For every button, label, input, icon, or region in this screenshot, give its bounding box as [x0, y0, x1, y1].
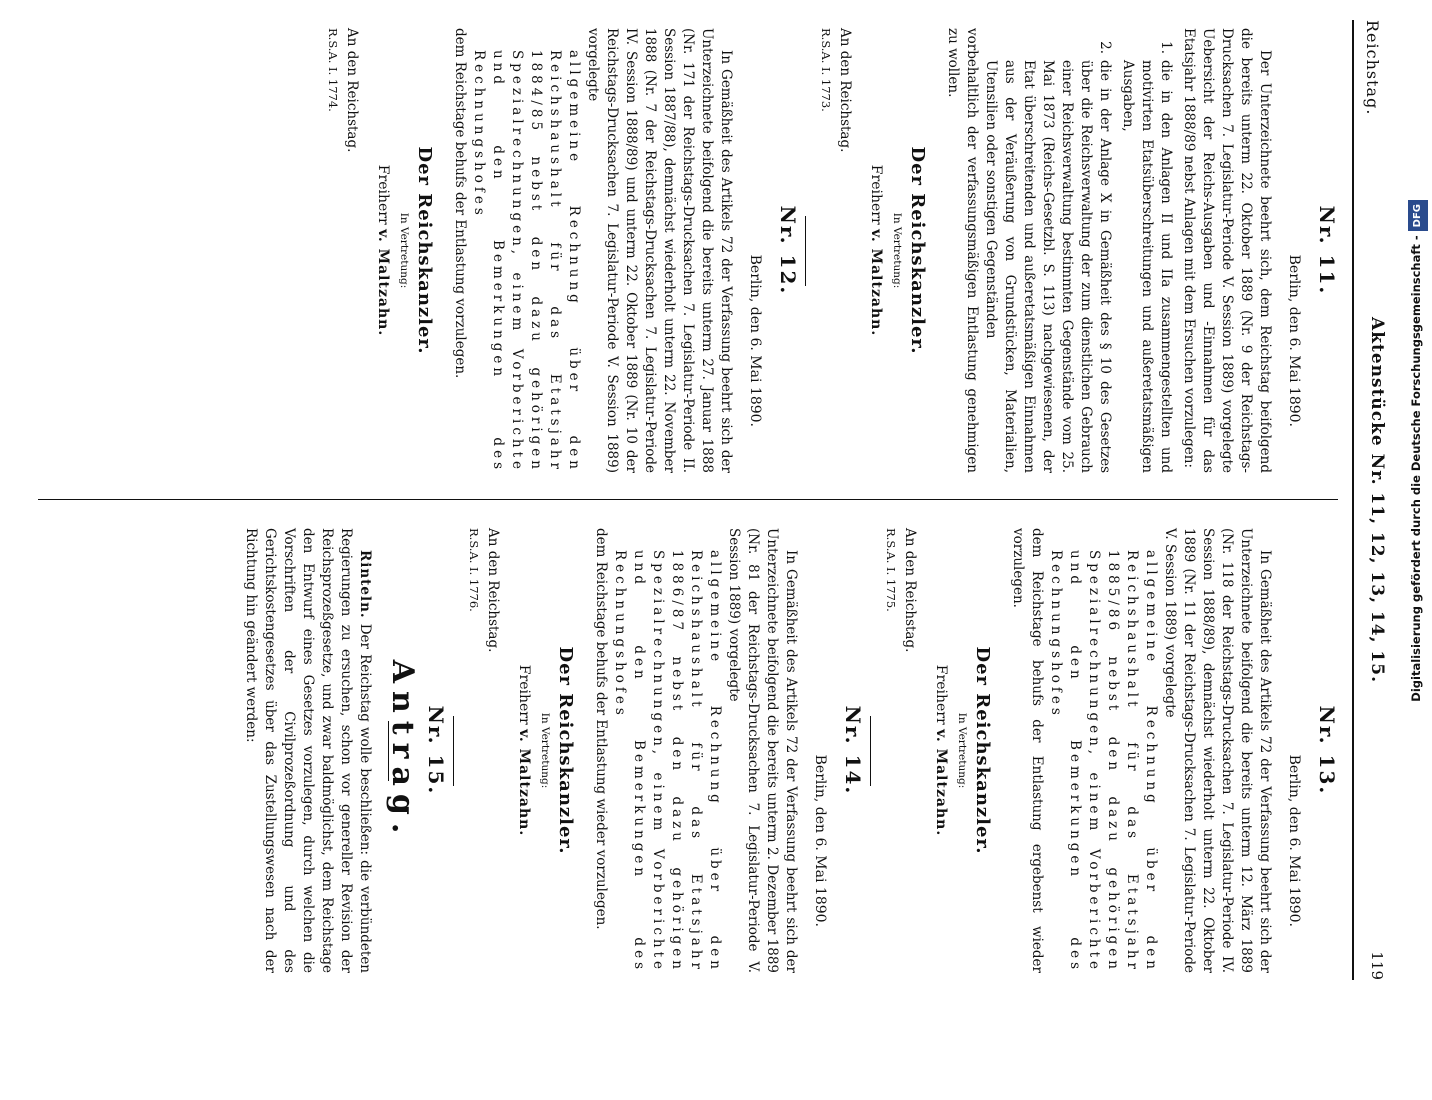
list-item	[1118, 28, 1175, 473]
reference-number: R.S.A. I. 1773.	[819, 28, 833, 112]
addressee: An den Reichstag.	[837, 28, 853, 153]
section-outro: vorbehaltlich der verfassungsmäßigen Entlastung genehmigen zu wollen.	[945, 28, 980, 473]
section-divider	[453, 716, 454, 786]
right-column	[241, 528, 1344, 973]
signature-prefix: Freiherr	[933, 664, 949, 725]
motion-mover: Rinteln.	[357, 550, 373, 619]
motion-heading: Antrag.	[385, 659, 420, 842]
signature-name: v. Maltzahn.	[933, 729, 949, 837]
document-page	[40, 20, 1400, 980]
list-text: die in der Anlage X in Gemäßheit des § 10 des Gesetzes über die Reichsverwaltung der zum dienstlichen Gebrauch einer Reichsverwaltung bestimmten Gegenstände vom 25. Mai 1873 (Reichs-Gesetzbl. S. 113) nachgewiesenen, der Etat überschreitenden und außeretatsmäßigen Einnahmen aus der Veräußerung von Grundstücken, Materialien, Utensilien oder sonstigen Gegenständen	[983, 60, 1113, 473]
section-divider	[870, 716, 871, 786]
deputy-label: In Vertretung:	[398, 212, 410, 289]
section-date: Berlin, den 6. Mai 1890.	[1286, 254, 1302, 427]
reference-number: R.S.A. I. 1774.	[326, 28, 340, 112]
signature	[514, 528, 533, 973]
section-title: Nr. 13.	[1315, 705, 1339, 796]
motion-body	[241, 528, 374, 973]
section-intro: In Gemäßheit des Artikels 72 der Verfassung beehrt sich der Unterzeichnete beifolgend die bereits unterm 27. Januar 1888 (Nr. 171 der Reichstags-Drucksachen 7. Legislatur-Periode II. Session 1887/88), demnächst wiederholt unterm 22. November 1888 (Nr. 7 der Reichstags-Drucksachen 7. Legislatur-Periode IV. Session 1888/89) und unterm 22. Oktober 1889 (Nr. 10 der Reichstags-Drucksachen 7. Legislatur-Periode V. Session 1889) vorgelegte	[585, 28, 734, 473]
dfg-logo: DFG	[1408, 200, 1428, 231]
credit-text: Digitalisierung gefördert durch die Deutsche Forschungsgemeinschaft -	[1409, 235, 1423, 702]
section-title: Nr. 11.	[1315, 205, 1339, 296]
document-nr14	[464, 528, 865, 973]
section-spaced-text: allgemeine Rechnung über den Reichshaushalt für das Etatsjahr 1886/87 nebst den dazu gehörigen Spezialrechnungen, einem Vorberichte und den Bemerkungen des Rechnungshofes	[612, 550, 723, 973]
section-outro: dem Reichstage behufs der Entlastung vorzulegen.	[452, 28, 468, 379]
document-nr13	[881, 528, 1339, 973]
section-date: Berlin, den 6. Mai 1890.	[812, 754, 828, 927]
page-number: 119	[1368, 951, 1386, 980]
section-spaced-text: allgemeine Rechnung über den Reichshaushalt für das Etatsjahr 1885/86 nebst den dazu gehörigen Spezialrechnungen, einem Vorberichte und den Bemerkungen des Rechnungshofes	[1048, 550, 1159, 973]
signature	[931, 528, 950, 973]
section-date: Berlin, den 6. Mai 1890.	[1286, 754, 1302, 927]
reference-number: R.S.A. I. 1776.	[467, 528, 481, 612]
section-title: Nr. 14.	[841, 705, 865, 796]
digitization-credit	[1406, 200, 1426, 1100]
header-rule	[1352, 20, 1354, 980]
section-intro: Der Unterzeichnete beehrt sich, dem Reichstag beifolgend die bereits unterm 22. Oktober 1889 (Nr. 9 der Reichstags-Drucksachen 7. Legislatur-Periode V. Session 1889) vorgelegte Uebersicht der Reichs-Ausgaben und -Einnahmen für das Etatsjahr 1888/89 nebst Anlagen mit dem Ersuchen vorzulegen:	[1181, 28, 1273, 473]
section-title: Nr. 15.	[424, 705, 448, 796]
list-item	[981, 28, 1114, 473]
section-divider	[805, 216, 806, 286]
reference-number: R.S.A. I. 1775.	[884, 528, 898, 612]
section-intro: In Gemäßheit des Artikels 72 der Verfassung beehrt sich der Unterzeichnete beifolgend die bereits unterm 2. Dezember 1889 (Nr. 81 der Reichstags-Drucksachen 7. Legislatur-Periode V. Session 1889) vorgelegte	[726, 528, 799, 973]
addressee: An den Reichstag.	[485, 528, 501, 653]
signature	[373, 28, 392, 473]
column-divider	[38, 499, 1338, 500]
document-nr12	[323, 28, 800, 473]
section-outro: dem Reichstage behufs der Entlastung wieder vorzulegen.	[593, 528, 609, 930]
signature-name: v. Maltzahn.	[375, 229, 391, 337]
signature-name: v. Maltzahn.	[516, 729, 532, 837]
section-outro: dem Reichstage behufs der Entlastung ergebenst wieder vorzulegen.	[1010, 528, 1045, 973]
addressee: An den Reichstag.	[902, 528, 918, 653]
deputy-label: In Vertretung:	[539, 712, 551, 789]
signature-prefix: Freiherr	[868, 164, 884, 225]
document-nr11	[816, 28, 1339, 473]
section-title: Nr. 12.	[776, 205, 800, 296]
header-center: Aktenstücke Nr. 11, 12, 13, 14, 15.	[1367, 317, 1387, 683]
section-spaced-text: allgemeine Rechnung über den Reichshaushalt für das Etatsjahr 1884/85 nebst den dazu gehörigen Spezialrechnungen, einem Vorberichte und den Bemerkungen des Rechnungshofes	[471, 50, 582, 473]
running-header	[1360, 20, 1400, 980]
document-nr15	[241, 528, 448, 973]
deputy-label: In Vertretung:	[891, 212, 903, 289]
list-number: 1.	[1158, 41, 1174, 54]
chancellor-title: Der Reichskanzler.	[907, 146, 928, 355]
signature-prefix: Freiherr	[516, 664, 532, 725]
addressee: An den Reichstag.	[344, 28, 360, 153]
deputy-label: In Vertretung:	[956, 712, 968, 789]
chancellor-title: Der Reichskanzler.	[972, 646, 993, 855]
chancellor-title: Der Reichskanzler.	[414, 146, 435, 355]
header-left: Reichstag.	[1363, 20, 1382, 116]
list-text: die in den Anlagen II und IIa zusammengestellten und motivirten Etatsüberschreitungen und außeretatsmäßigen Ausgaben,	[1120, 60, 1174, 473]
chancellor-title: Der Reichskanzler.	[555, 646, 576, 855]
section-intro: In Gemäßheit des Artikels 72 der Verfassung beehrt sich der Unterzeichnete beifolgend die bereits unterm 12. März 1889 (Nr. 118 der Reichstags-Drucksachen 7. Legislatur-Periode IV. Session 1888/89), demnächst wiederholt unterm 22. Oktober 1889 (Nr. 11 der Reichstags-Drucksachen 7. Legislatur-Periode V. Session 1889) vorgelegte	[1162, 528, 1273, 973]
left-column	[323, 28, 1344, 473]
section-date: Berlin, den 6. Mai 1890.	[747, 254, 763, 427]
motion-text: Der Reichstag wolle beschließen: die verbündeten Regierungen zu ersuchen, schon vor genereller Revision der Reichsprozeßgesetze, und zwar baldmöglichst, dem Reichstage den Entwurf eines Gesetzes vorzulegen, durch welchen die Vorschriften der Civilprozeßordnung und des Gerichtskostengesetzes über das Zustellungswesen nach der Richtung hin geändert werden:	[243, 528, 373, 973]
signature-name: v. Maltzahn.	[868, 229, 884, 337]
signature-prefix: Freiherr	[375, 164, 391, 225]
signature	[866, 28, 885, 473]
list-number: 2.	[1097, 41, 1113, 54]
